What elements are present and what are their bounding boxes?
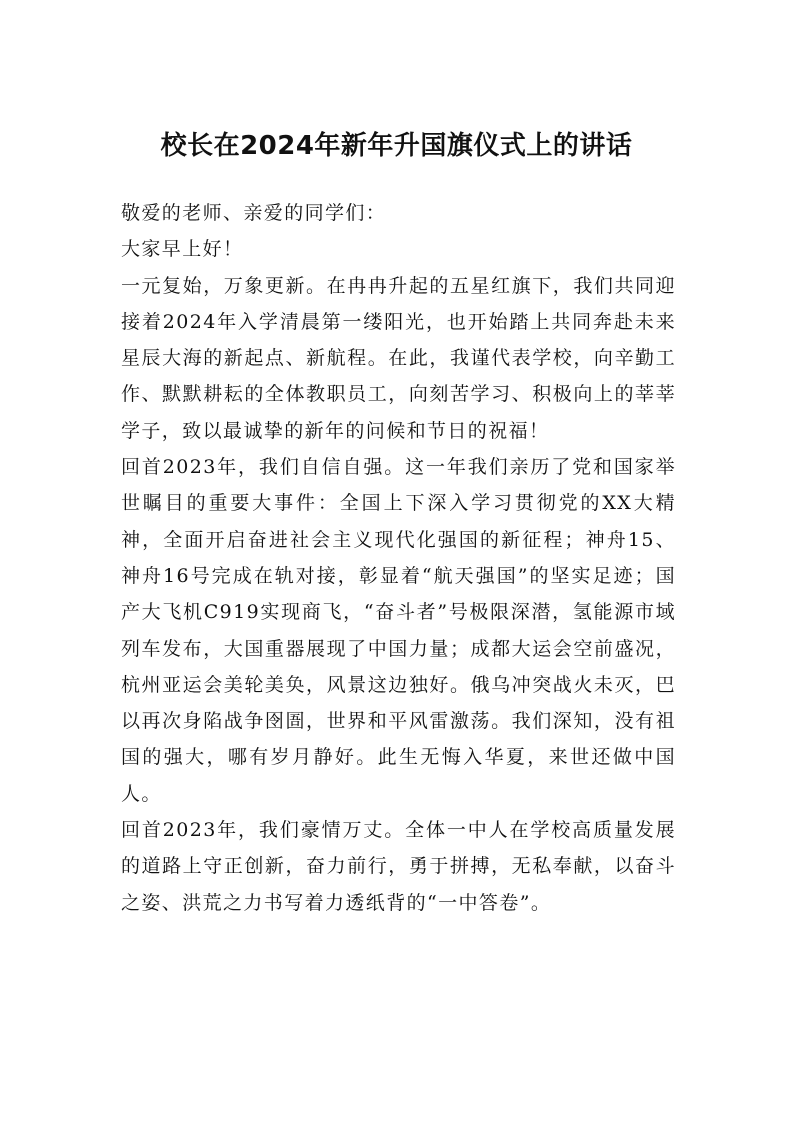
review-paragraph-national: 回首2023年，我们自信自强。这一年我们亲历了党和国家举世瞩目的重要大事件：全国上下深入学习贯彻党的XX大精神，全面开启奋进社会主义现代化强国的新征程；神舟15、神舟16号完成在轨对接，彰显着“航天强国”的坚实足迹；国产大飞机C919实现商飞，“奋斗者”号极限深潜，氢能源市域列车发布，大国重器展现了中国力量；成都大运会空前盛况，杭州亚运会美轮美奂，风景这边独好。俄乌冲突战火未灭，巴以再次身陷战争囹圄，世界和平风雷激荡。我们深知，没有祖国的强大，哪有岁月静好。此生无悔入华夏，来世还做中国人。 xyxy=(121,456,676,805)
document-title: 校长在2024年新年升国旗仪式上的讲话 xyxy=(160,131,633,161)
document-body xyxy=(121,195,676,921)
salutation-paragraph: 敬爱的老师、亲爱的同学们： xyxy=(121,202,387,224)
greeting-paragraph: 大家早上好！ xyxy=(121,238,244,261)
opening-paragraph: 一元复始，万象更新。在冉冉升起的五星红旗下，我们共同迎接着2024年入学清晨第一缕阳光，也开始踏上共同奔赴未来星辰大海的新起点、新航程。在此，我谨代表学校，向辛勤工作、默默耕耘的全体教职员工，向刻苦学习、积极向上的莘莘学子，致以最诚挚的新年的问候和节日的祝福！ xyxy=(121,274,676,442)
review-paragraph-school: 回首2023年，我们豪情万丈。全体一中人在学校高质量发展的道路上守正创新，奋力前行，勇于拼搏，无私奉献，以奋斗之姿、洪荒之力书写着力透纸背的“一中答卷”。 xyxy=(121,819,676,914)
